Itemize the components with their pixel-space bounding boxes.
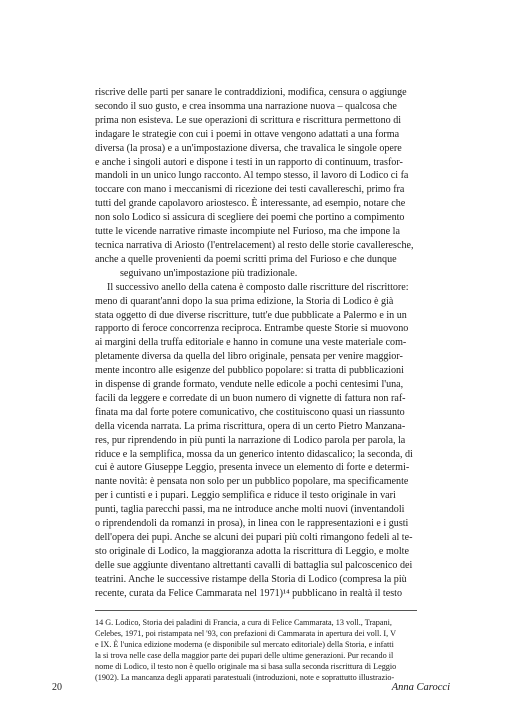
text-line: teatrini. Anche le successive ristampe della Storia di Lodico (compresa la più	[95, 573, 407, 585]
text-line: non solo Lodico si assicura di scegliere dei poemi che portino a compimento	[95, 212, 405, 224]
text-line: recente, curata da Felice Cammarata nel 1971)¹⁴ pubblicano in realtà il testo	[95, 587, 402, 599]
footnote-line: e IX. È l'unica edizione moderna (e disponibile sul mercato editoriale) della Storia, e infatti	[95, 640, 394, 650]
body-text	[95, 86, 417, 601]
text-line: tutti del grande capolavoro ariostesco. È interessante, ad esempio, notare che	[95, 198, 406, 210]
text-line: pletamente diversa da quella del libro originale, pensata per venire maggior-	[95, 351, 403, 363]
text-line: tecnica narrativa di Ariosto (l'entrelacement) al resto delle storie cavalleresche,	[95, 239, 414, 251]
footnote-line: la si trova nelle case della maggior parte dei pupari delle ultime generazioni. Pur recando il	[95, 651, 394, 661]
text-line: della vicenda narrata. La prima riscrittura, opera di un certo Pietro Manzana-	[95, 420, 406, 432]
text-line: in dispense di grande formato, vendute nelle edicole a pochi centesimi l'una,	[95, 379, 404, 391]
text-line: tutte le vicende narrative rimaste incompiute nel Furioso, ma che impone la	[95, 226, 400, 238]
text-line: meno di quarant'anni dopo la sua prima edizione, la Storia di Lodico è già	[95, 295, 394, 307]
text-line: anche a quelle provenienti da poemi scritti prima del Furioso e che dunque	[95, 253, 397, 265]
text-line: sto originale di Lodico, la maggioranza adotta la riscrittura di Leggio, e molte	[95, 545, 409, 557]
text-line: cui è autore Giuseppe Leggio, presenta invece un elemento di forte e determi-	[95, 462, 410, 474]
text-line: mandoli in un unico lungo racconto. Al tempo stesso, il lavoro di Lodico ci fa	[95, 170, 409, 182]
text-line: dell'opera dei pupi. Anche se alcuni dei pupari più colti rimangono fedeli al te-	[95, 532, 413, 543]
text-line: per i cuntisti e i pupari. Leggio semplifica e riduce il testo originale in vari	[95, 490, 396, 502]
text-line: riduce e la semplifica, mossa da un generico intento didascalico; la seconda, di	[95, 448, 413, 460]
text-line: seguivano un'impostazione più tradizionale.	[120, 267, 298, 279]
text-line: finata ma dal forte potere comunicativo, che costituiscono quasi un riassunto	[95, 406, 405, 418]
text-line: ai margini della truffa editoriale e hanno in comune una veste materiale com-	[95, 337, 407, 349]
footnote-line: (1902). La mancanza degli apparati paratestuali (introduzioni, note e soprattutto illustrazio-	[95, 673, 395, 683]
text-line: toccare con mano i meccanismi di ricezione dei testi cavallereschi, primo fra	[95, 184, 405, 196]
text-line: secondo il suo gusto, e crea insomma una narrazione nuova – qualcosa che	[95, 100, 397, 112]
footnote-line: 14 G. Lodico, Storia dei paladini di Francia, a cura di Felice Cammarata, 13 voll., Trapani,	[95, 618, 392, 627]
text-line: Il successivo anello della catena è composto dalle riscritture del riscrittore:	[107, 281, 409, 293]
footnote-line: Celebes, 1971, poi ristampata nel '93, con prefazioni di Cammarata in apertura dei voll. I, V	[95, 629, 396, 639]
footnotes	[95, 617, 417, 684]
footnote-divider	[95, 610, 417, 611]
text-line: nante novità: è pensata non solo per un pubblico popolare, ma specificamente	[95, 476, 409, 488]
text-line: delle sue aggiunte diventano altrettanti cavalli di battaglia sul palcoscenico dei	[95, 559, 413, 571]
text-line: e anche i singoli autori e dispone i testi in un rapporto di continuum, trasfor-	[95, 156, 403, 168]
text-line: rapporto di feroce concorrenza reciproca. Entrambe queste Storie si muovono	[95, 323, 409, 335]
text-line: punti, taglia parecchi passi, ma ne introduce anche molti nuovi (inventandoli	[95, 504, 405, 516]
text-line: o riprendendoli da romanzi in prosa), in linea con le rappresentazioni e i gusti	[95, 518, 409, 530]
text-line: indagare le strategie con cui i poemi in ottave vengono adattati a una forma	[95, 128, 400, 140]
page-number: 20	[52, 682, 62, 693]
text-line: prima non esisteva. Le sue operazioni di scrittura e riscrittura permettono di	[95, 114, 402, 126]
text-line: riscrive delle parti per sanare le contraddizioni, modifica, censura o aggiunge	[95, 87, 407, 98]
running-footer-author: Anna Carocci	[391, 682, 450, 693]
text-line: facili da leggere e corredate di un buon numero di vignette di fattura non raf-	[95, 392, 406, 404]
text-line: res, pur riprendendo in più punti la narrazione di Lodico parola per parola, la	[95, 434, 406, 446]
footnote-line: nome di Lodico, il testo non è quello originale ma si basa sulla seconda riscrittura di Leggio	[95, 662, 397, 672]
text-line: diversa (la prosa) e a un'impostazione diversa, che travalica le singole opere	[95, 142, 402, 154]
text-line: mente incontro alle esigenze del pubblico popolare: si tratta di pubblicazioni	[95, 365, 404, 377]
text-line: stata oggetto di due diverse riscritture, tutt'e due pubblicate a Palermo e in un	[95, 309, 407, 321]
